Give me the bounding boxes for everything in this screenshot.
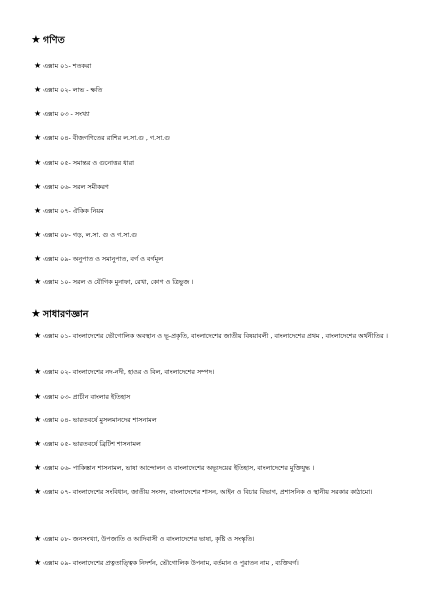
list-item: ★ এক্সাম ০৩- প্রাচীন বাংলার ইতিহাস — [34, 392, 131, 401]
star-icon: ★ — [34, 277, 42, 286]
star-icon: ★ — [34, 392, 42, 401]
list-item: ★ এক্সাম ০৩ - সংখ্যা — [34, 109, 90, 118]
star-icon: ★ — [31, 33, 41, 46]
star-icon: ★ — [34, 254, 42, 263]
star-icon: ★ — [34, 367, 42, 376]
star-icon: ★ — [34, 439, 42, 448]
star-icon: ★ — [34, 415, 42, 424]
section-title: সাধারণজ্ঞান — [42, 309, 89, 320]
section-heading-math — [31, 33, 65, 49]
list-item: ★ এক্সাম ০৭- বাংলাদেশের সংবিধান, জাতীয় সংসদ, বাংলাদেশের শাসন, আইন ও বিচার বিভাগ, প্রশাসনিক ও স্থানীয় সরকার কাঠামো। — [34, 487, 373, 496]
list-item: ★ এক্সাম ০৪- বীজগণিতের রাশির ল.সা.গু , গ.সা.গু — [34, 133, 170, 142]
list-item: ★ এক্সাম ০১- বাংলাদেশের ভৌগোলিক অবস্থান ও ভূ-প্রকৃতি, বাংলাদেশের জাতীয় বিষয়াবলী , বাংলাদেশের প্রথম , বাংলাদেশের অর্থনীতির । — [34, 331, 388, 340]
section-heading-general-knowledge — [31, 307, 88, 323]
list-item: ★ এক্সাম ০১- শতকরা — [34, 61, 92, 70]
star-icon: ★ — [31, 307, 41, 320]
section-title: গণিত — [42, 35, 65, 46]
star-icon: ★ — [34, 487, 42, 496]
star-icon: ★ — [34, 331, 42, 340]
list-item: ★ এক্সাম ০২- লাভ - ক্ষতি — [34, 85, 103, 94]
star-icon: ★ — [34, 182, 42, 191]
list-item: ★ এক্সাম ০৬- সরল সমীকরণ — [34, 182, 109, 191]
list-item: ★ এক্সাম ০৬- পাকিস্তান শাসনামল, ভাষা আন্দোলন ও বাংলাদেশের অভ্যূদয়ের ইতিহাস, বাংলাদেশের মুক্তিযুদ্ধ । — [34, 463, 315, 472]
star-icon: ★ — [34, 85, 42, 94]
list-item: ★ এক্সাম ০৫- সমান্তর ও গুনোত্তর ধারা — [34, 158, 134, 167]
list-item: ★ এক্সাম ১০- সরল ও যৌগিক মুনাফা, রেখা, কোণ ও ত্রিভুজ । — [34, 277, 194, 286]
star-icon: ★ — [34, 109, 42, 118]
list-item: ★ এক্সাম ০৮- গড়, ল.সা. গু ও গ.সা.গু — [34, 230, 137, 239]
list-item: ★ এক্সাম ০৮- জনসংখ্যা, উপজাতি ও আদিবাসী ও বাংলাদেশের ভাষা, কৃষ্টি ও সংস্কৃতি। — [34, 534, 255, 543]
list-item: ★ এক্সাম ০৯- অনুপাত ও সমানুপাত, বর্গ ও বর্গমূল — [34, 254, 163, 263]
list-item: ★ এক্সাম ০৫- ভারতবর্ষে ব্রিটিশ শাসনামল — [34, 439, 141, 448]
list-item: ★ এক্সাম ০৯- বাংলাদেশের প্রত্নতাত্ত্বিক নিদর্শন, ভৌগোলিক উপনাম, বর্তমান ও পুরাতন নাম , ব্যক্তিবর্গ। — [34, 558, 299, 567]
star-icon: ★ — [34, 61, 42, 70]
star-icon: ★ — [34, 158, 42, 167]
list-item: ★ এক্সাম ০৪- ভারতবর্ষে মুসলমানদের শাসনামল — [34, 415, 157, 424]
list-item: ★ এক্সাম ০২- বাংলাদেশের নদ-নদী, হাওর ও বিল, বাংলাদেশের সম্পদ। — [34, 367, 215, 376]
star-icon: ★ — [34, 133, 42, 142]
star-icon: ★ — [34, 534, 42, 543]
star-icon: ★ — [34, 558, 42, 567]
star-icon: ★ — [34, 230, 42, 239]
star-icon: ★ — [34, 206, 42, 215]
list-item: ★ এক্সাম ০৭- ঐকিক নিয়ম — [34, 206, 104, 215]
star-icon: ★ — [34, 463, 42, 472]
